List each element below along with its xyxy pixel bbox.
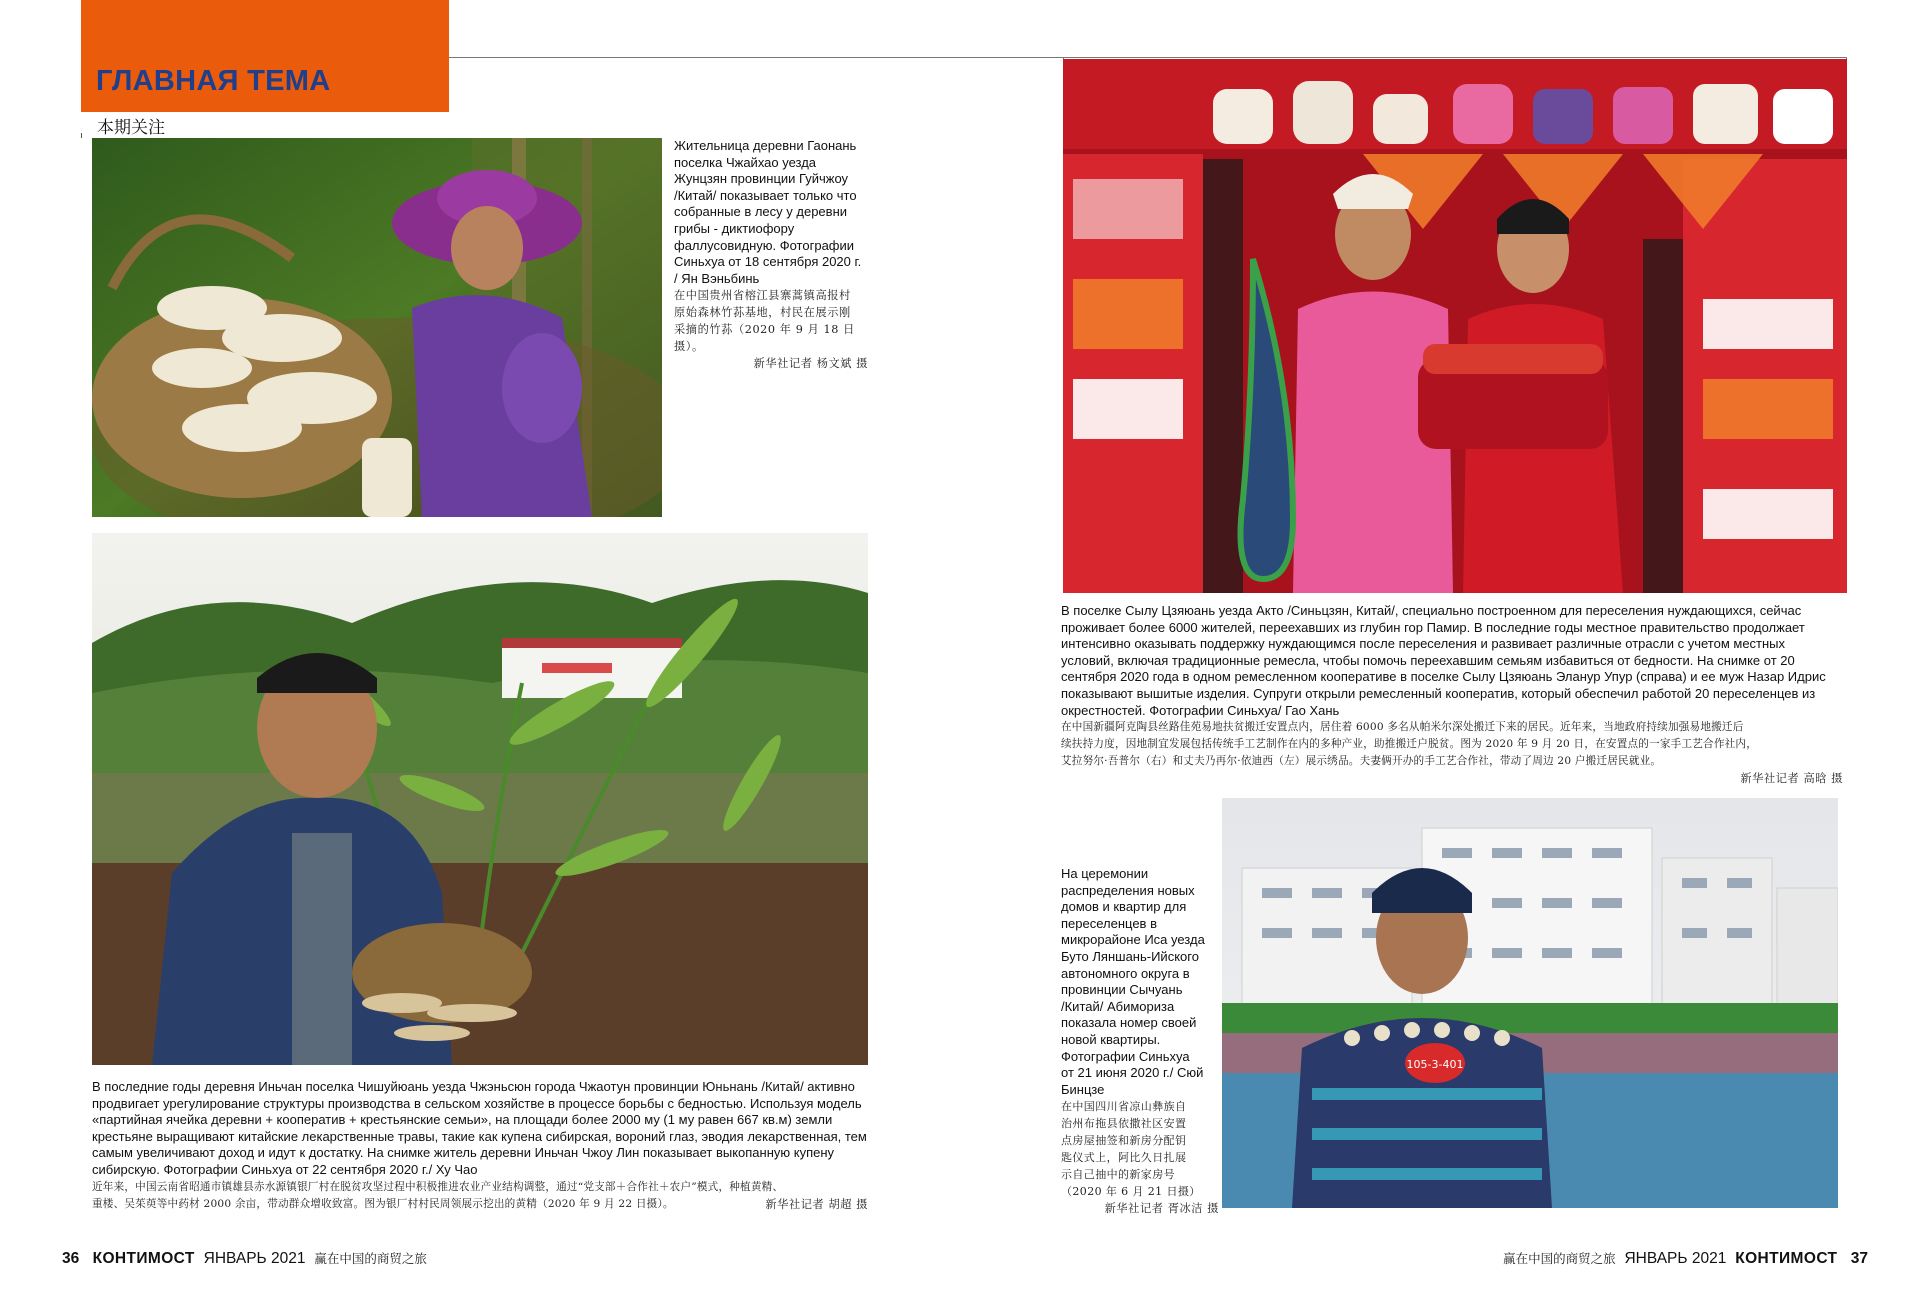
caption-apartment [1061,866,1221,1217]
caption-ru-line: провинции Сычуань [1061,982,1183,998]
caption-ru-line: / Ян Вэньбинь [674,270,760,286]
caption-ru-line: сибирскую. Фотографии Синьхуа от 22 сентября 2020 г./ Ху Чао [92,1161,478,1177]
caption-ru-line: На церемонии [1061,866,1149,881]
caption-ru-line: показала номер своей [1061,1015,1197,1031]
footer-right [1503,1249,1868,1268]
caption-ru-line: автономного округа в [1061,965,1190,981]
caption-ru-line: показывают вышитые изделия. Супруги открыли ремесленный кооператив, который обеспечил работой 20 переселенцев из [1061,685,1816,701]
caption-ru-line: продвигает урегулирование структуры производства в сельском хозяйстве в процессе борьбы с бедностью. Используя модель [92,1095,862,1111]
caption-cn-line: 示自己抽中的新家房号 [1061,1168,1175,1182]
caption-ru-line: новой квартиры. [1061,1031,1161,1047]
caption-cn-line: 近年来，中国云南省昭通市镇雄县赤水源镇银厂村在脱贫攻坚过程中积极推进农业产业结构调整，通过“党支部＋合作社＋农户”模式，种植黄精、 [92,1180,784,1193]
caption-ru-line: микрорайоне Иса уезда [1061,932,1205,948]
caption-ru-line: собранные в лесу у деревни [674,204,848,220]
kicker-tick [81,133,82,138]
caption-ginseng [92,1079,872,1213]
top-rule [449,57,1847,58]
caption-cn-line: 点房屋抽签和新房分配钥 [1061,1134,1187,1148]
caption-ru-line: В последние годы деревня Иньчан поселка Чишуйюань уезда Чжэньсюн города Чжаотун провинции Юньнань /Китай/ активно [92,1079,855,1094]
footer-left [62,1249,427,1268]
apartment-number-badge: 105-3-401 [1406,1058,1464,1071]
page-number-left: 36 [62,1250,80,1267]
photo-herb-farmer [92,533,868,1065]
caption-cn-credit: 新华社记者 高晗 摄 [1740,772,1843,786]
caption-ru-line: поселка Чжайхао уезда [674,154,817,170]
brand-right: КОНТИМОСТ [1735,1250,1838,1267]
caption-ru-line: переселенцев в [1061,915,1157,931]
caption-ru-line: Жительница деревни Гаонань [674,138,857,153]
caption-ru-line: проживает более 6000 жителей, переехавших из глубин гор Памир. В последние годы местное правительство продолжает [1061,619,1805,635]
caption-ru-line: условий, включая традиционные ремесла, чтобы помочь переехавшим семьям избавиться от бедности. На снимке от 20 [1061,652,1795,668]
caption-ru-line: Бинцзе [1061,1081,1105,1097]
caption-ru-line: от 21 июня 2020 г./ Сюй [1061,1065,1204,1081]
caption-ru-line: Фотографии Синьхуа [1061,1048,1190,1064]
caption-mushroom [674,138,874,372]
caption-cn-line: 在中国新疆阿克陶县丝路佳苑易地扶贫搬迁安置点内，居住着 6000 多名从帕米尔深处搬迁下来的居民。近年来，当地政府持续加强易地搬迁后 [1061,721,1744,734]
caption-ru-line: «партийная ячейка деревни + кооператив + крестьянские семьи», на площади более 2000 му (1 му равен 667 кв.м) земли [92,1112,833,1128]
caption-cn-line: 续扶持力度，因地制宜发展包括传统手工艺制作在内的多种产业，助推搬迁户脱贫。图为 2020 年 9 月 20 日，在安置点的一家手工艺合作社内， [1061,738,1758,751]
caption-ru-line: Жунцзян провинции Гуйчжоу [674,171,849,187]
photo-apartment-ceremony [1222,798,1838,1208]
caption-ru-line: Синьхуа от 18 сентября 2020 г. [674,254,862,270]
caption-cn-line: 采摘的竹荪（2020 年 9 月 18 日摄）。 [674,323,855,354]
issue-left: ЯНВАРЬ 2021 [203,1250,306,1267]
caption-cn-line: 重楼、吴茱萸等中药材 2000 余亩，带动群众增收致富。图为银厂村村民周领展示挖出的黄精（2020 年 9 月 22 日摄）。 [92,1197,674,1210]
caption-cn-credit: 新华社记者 杨文斌 摄 [753,357,868,371]
caption-cn-line: 匙仪式上，阿比久日扎展 [1061,1151,1187,1165]
section-title: ГЛАВНАЯ ТЕМА [96,65,331,97]
caption-ru-line: /Китай/ Абимориза [1061,998,1175,1014]
tagline-cn-right: 赢在中国的商贸之旅 [1503,1251,1616,1266]
caption-cn-line: 在中国四川省凉山彝族自 [1061,1100,1187,1114]
section-kicker-cn: 本期关注 [97,118,165,138]
caption-cn-credit: 新华社记者 胡超 摄 [765,1197,868,1211]
caption-ru-line: крестьяне выращивают китайские лекарственные травы, такие как купена сибирская, вороний глаз, эводия лекарственная, тем [92,1128,867,1144]
caption-ru-line: окрестностей. Фотографии Синьхуа/ Гао Хань [1061,702,1340,718]
caption-ru-line: В поселке Сылу Цзяюань уезда Акто /Синьцзян, Китай/, специально построенном для переселения нуждающихся, сейчас [1061,603,1802,618]
tagline-cn-left: 赢在中国的商贸之旅 [314,1251,427,1266]
caption-ru-line: грибы - диктиофору [674,220,795,236]
caption-cn-line: （2020 年 6 月 21 日摄） [1061,1185,1201,1199]
caption-ru-line: сентября 2020 года в одном ремесленном кооперативе в поселке Сылу Цзяюань Эланур Упур (справа) и ее муж Назар Идрис [1061,669,1826,685]
caption-cn-last-row [92,1196,872,1213]
caption-ru-line: /Китай/ показывает только что [674,187,857,203]
caption-ru-line: Буто Ляншань-Ийского [1061,948,1199,964]
photo-mushroom-harvest [92,138,662,517]
page-number-right: 37 [1850,1250,1868,1267]
caption-ru-line: распределения новых [1061,882,1195,898]
caption-cn-credit: 新华社记者 胥冰洁 摄 [1104,1202,1219,1216]
issue-right: ЯНВАРЬ 2021 [1624,1250,1727,1267]
caption-ru-line: домов и квартир для [1061,899,1187,915]
caption-ru-line: самым увеличивают доход и идут к достатку. На снимке житель деревни Иньчан Чжоу Лин показывает выкопанную купену [92,1145,835,1161]
caption-cn-line: 原始森林竹荪基地，村民在展示刚 [674,306,851,320]
caption-cn-line: 艾拉努尔·吾普尔（右）和丈夫乃再尔·依迪西（左）展示绣品。夫妻俩开办的手工艺合作社，带动了周边 20 户搬迁居民就业。 [1061,755,1662,768]
photo-embroidery-cooperative [1063,59,1847,593]
caption-ru-line: фаллусовидную. Фотографии [674,237,855,253]
caption-embroidery [1061,603,1851,787]
brand-left: КОНТИМОСТ [92,1250,195,1267]
caption-ru-line: интенсивно оказывать поддержку нуждающимся после переселения и развивает различные отрасли с учетом местных [1061,636,1786,652]
caption-cn-line: 在中国贵州省榕江县寨蒿镇高报村 [674,289,851,303]
caption-cn-line: 治州布拖县依撒社区安置 [1061,1117,1187,1131]
